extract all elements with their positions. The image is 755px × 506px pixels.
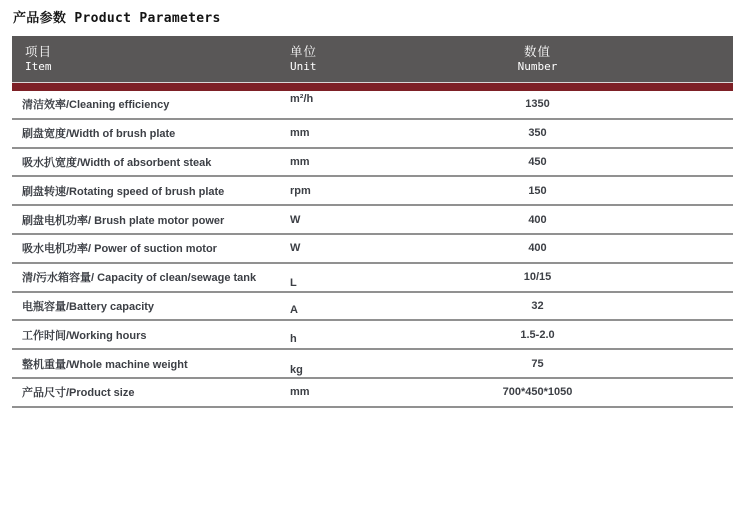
item-cell: 整机重量/Whole machine weight (22, 358, 188, 371)
item-cell: 工作时间/Working hours (22, 329, 147, 342)
item-cell: 刷盘宽度/Width of brush plate (22, 128, 176, 141)
unit-cell: A (290, 303, 298, 316)
header-cell-unit (290, 36, 450, 82)
header-unit-label-en: Unit (290, 59, 317, 73)
item-cell: 刷盘电机功率/ Brush plate motor power (22, 214, 225, 227)
table-row (12, 206, 733, 235)
number-cell: 10/15 (523, 271, 552, 284)
table-row (12, 293, 733, 322)
header-item-label-zh: 项目 (25, 44, 53, 59)
item-cell: 清/污水箱容量/ Capacity of clean/sewage tank (22, 272, 257, 285)
header-number-label-en: Number (517, 59, 558, 73)
table-row (12, 177, 733, 206)
unit-cell: mm (290, 155, 310, 168)
unit-cell: kg (290, 363, 303, 376)
table-row (12, 321, 733, 350)
item-cell: 清洁效率/Cleaning efficiency (22, 99, 170, 112)
header-cell-item (12, 36, 290, 82)
header-item-label-en: Item (25, 59, 52, 73)
unit-cell: W (290, 242, 301, 255)
item-cell: 产品尺寸/Product size (22, 387, 135, 400)
unit-cell: mm (290, 127, 310, 140)
number-cell: 1350 (525, 98, 550, 111)
table-body (12, 91, 733, 408)
table-row (12, 264, 733, 293)
header-cell-number (450, 36, 625, 82)
unit-cell: h (290, 332, 297, 345)
unit-cell: m²/h (290, 93, 314, 106)
number-cell: 700*450*1050 (502, 386, 573, 399)
table-row (12, 379, 733, 408)
item-cell: 刷盘转速/Rotating speed of brush plate (22, 185, 225, 198)
unit-cell: mm (290, 386, 310, 399)
item-cell: 吸水扒宽度/Width of absorbent steak (22, 156, 212, 169)
number-cell: 1.5-2.0 (520, 328, 555, 341)
item-cell: 电瓶容量/Battery capacity (22, 300, 155, 313)
table-row (12, 91, 733, 120)
number-cell: 75 (531, 357, 544, 370)
item-cell: 吸水电机功率/ Power of suction motor (22, 243, 217, 256)
table-header-row (12, 36, 733, 82)
accent-bar (12, 82, 733, 91)
table-row (12, 149, 733, 178)
number-cell: 350 (528, 127, 547, 140)
number-cell: 400 (528, 213, 547, 226)
header-unit-label-zh: 单位 (290, 44, 318, 59)
table-row (12, 350, 733, 379)
number-cell: 450 (528, 155, 547, 168)
table-row (12, 120, 733, 149)
unit-cell: W (290, 213, 301, 226)
number-cell: 150 (528, 184, 547, 197)
unit-cell: rpm (290, 184, 311, 197)
number-cell: 400 (528, 242, 547, 255)
unit-cell: L (290, 277, 297, 290)
number-cell: 32 (531, 299, 544, 312)
header-number-label-zh: 数值 (523, 44, 551, 59)
page-title: 产品参数 Product Parameters (13, 11, 221, 26)
product-parameters-table (12, 36, 733, 408)
table-row (12, 235, 733, 264)
